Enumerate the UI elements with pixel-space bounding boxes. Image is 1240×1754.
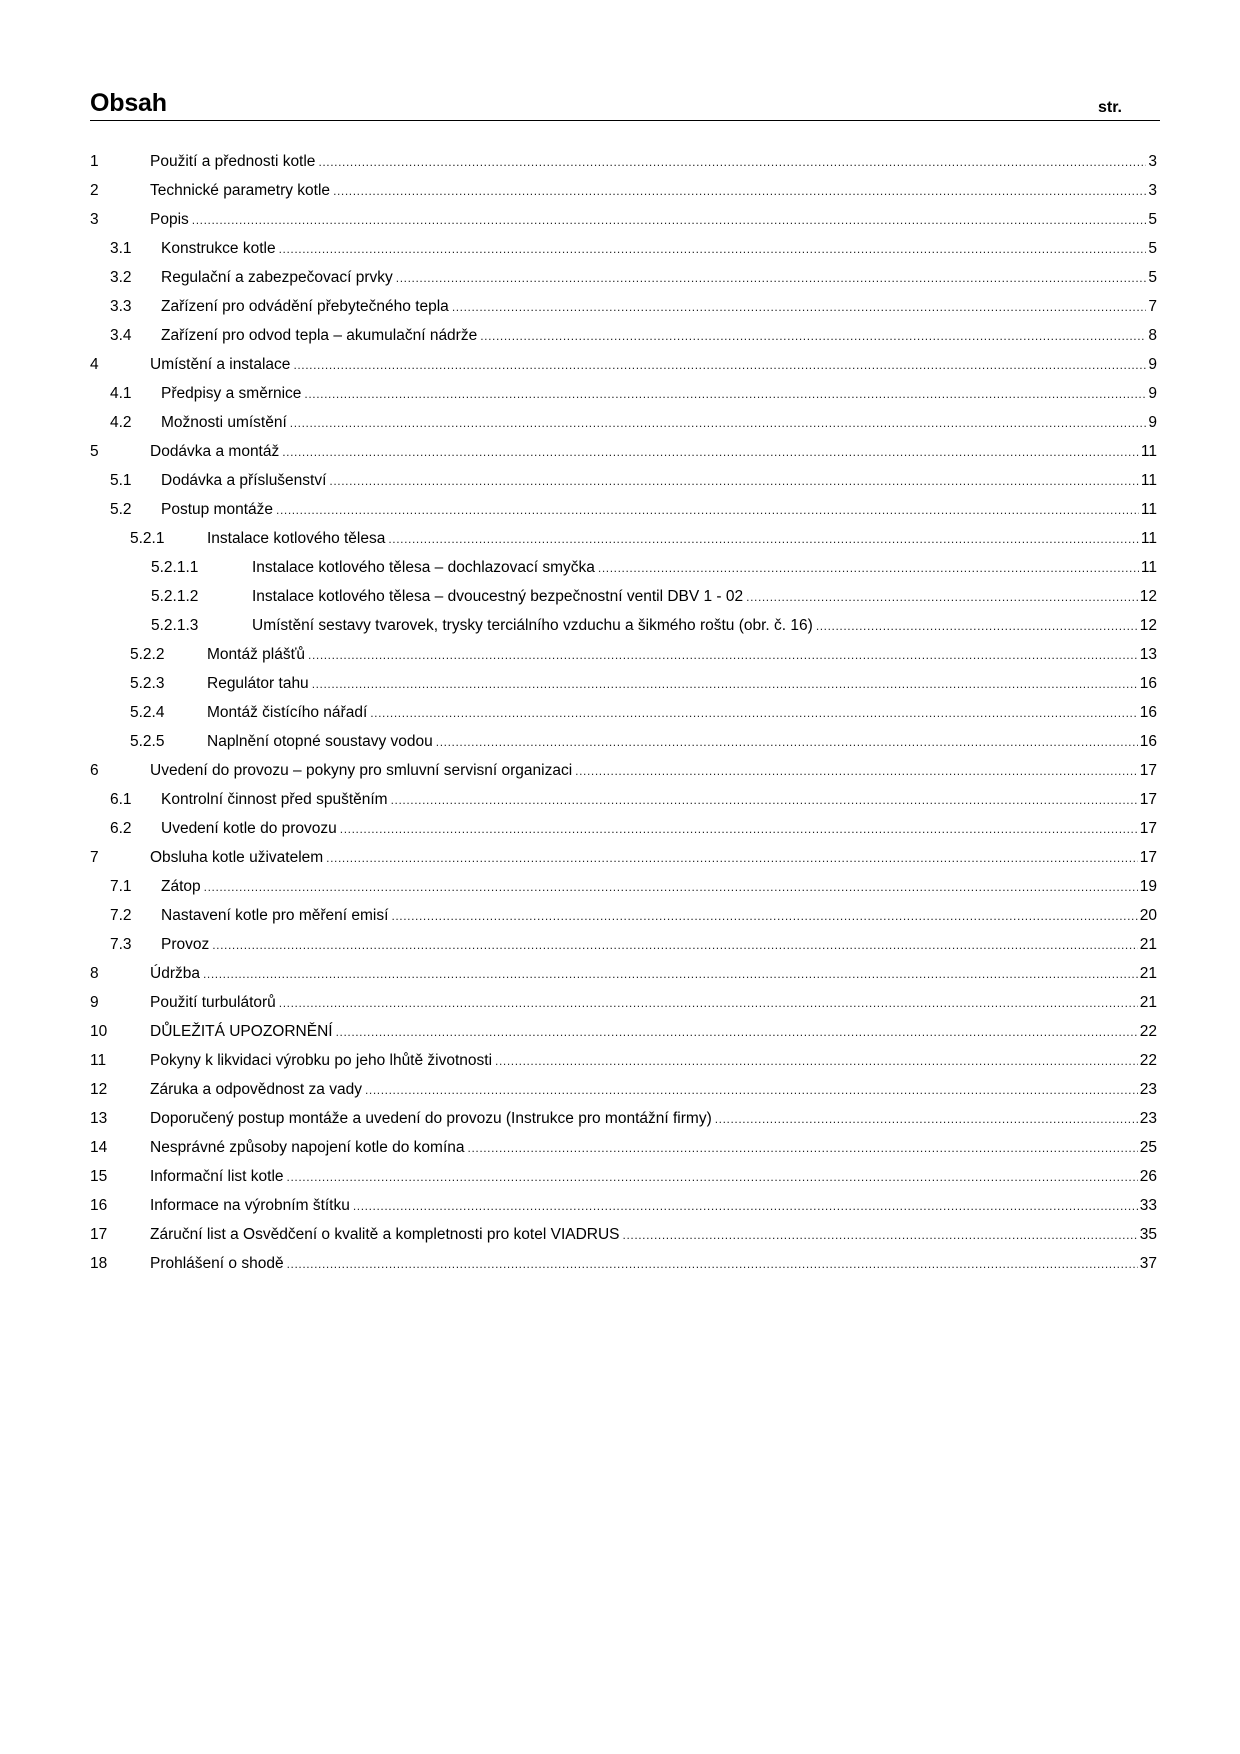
- page-title: Obsah: [90, 89, 167, 117]
- toc-entry-page[interactable]: 16: [1139, 675, 1157, 692]
- toc-entry-page[interactable]: 35: [1139, 1226, 1157, 1243]
- toc-dot-leader: [304, 380, 1146, 409]
- toc-entry-number: 5.2.1.3: [151, 617, 199, 634]
- toc-dot-leader: [436, 728, 1138, 757]
- toc-dot-leader: [329, 467, 1138, 496]
- toc-entry[interactable]: [90, 727, 1157, 756]
- toc-entry-page[interactable]: 11: [1140, 559, 1157, 576]
- toc-entry-title[interactable]: Nesprávné způsoby napojení kotle do komína: [150, 1139, 465, 1156]
- toc-entry-number: 5.2.1.2: [151, 588, 199, 605]
- toc-entry-number: 7: [90, 849, 99, 866]
- toc-entry[interactable]: [90, 1249, 1157, 1278]
- toc-entry-number: 3.4: [110, 327, 132, 344]
- toc-entry-page[interactable]: 25: [1139, 1139, 1157, 1156]
- toc-entry-title[interactable]: DŮLEŽITÁ UPOZORNĚNÍ: [150, 1023, 333, 1040]
- toc-entry-title[interactable]: Záruční list a Osvědčení o kvalitě a kompletnosti pro kotel VIADRUS: [150, 1226, 620, 1243]
- toc-dot-leader: [336, 1018, 1138, 1047]
- toc-entry-page[interactable]: 11: [1140, 530, 1157, 547]
- toc-entry-number: 5.2: [110, 501, 132, 518]
- toc-entry-page[interactable]: 17: [1139, 791, 1157, 808]
- toc-entry[interactable]: [90, 263, 1157, 292]
- toc-entry-title[interactable]: Doporučený postup montáže a uvedení do provozu (Instrukce pro montážní firmy): [150, 1110, 712, 1127]
- toc-entry-number: 5.2.2: [130, 646, 165, 663]
- toc-entry-page[interactable]: 33: [1139, 1197, 1157, 1214]
- toc-entry-page[interactable]: 11: [1140, 472, 1157, 489]
- toc-entry-page[interactable]: 23: [1139, 1110, 1157, 1127]
- toc-entry-title[interactable]: Informační list kotle: [150, 1168, 284, 1185]
- toc-entry-title[interactable]: Zařízení pro odvod tepla – akumulační nádrže: [161, 327, 478, 344]
- toc-entry[interactable]: [90, 1046, 1157, 1075]
- toc-entry-number: 13: [90, 1110, 108, 1127]
- toc-entry-title[interactable]: Informace na výrobním štítku: [150, 1197, 350, 1214]
- toc-entry-title[interactable]: Regulační a zabezpečovací prvky: [161, 269, 393, 286]
- toc-entry-title[interactable]: Instalace kotlového tělesa – dvoucestný bezpečnostní ventil DBV 1 - 02: [252, 588, 744, 605]
- toc-entry-number: 6.2: [110, 820, 132, 837]
- toc-dot-leader: [204, 873, 1138, 902]
- toc-entry-number: 2: [90, 182, 99, 199]
- toc-entry-page[interactable]: 8: [1148, 327, 1157, 344]
- table-of-contents: [90, 147, 1157, 1278]
- toc-entry-title[interactable]: Možnosti umístění: [161, 414, 287, 431]
- toc-dot-leader: [290, 409, 1147, 438]
- toc-entry[interactable]: [90, 205, 1157, 234]
- toc-entry[interactable]: [90, 1017, 1157, 1046]
- toc-entry-number: 8: [90, 965, 99, 982]
- toc-dot-leader: [365, 1076, 1138, 1105]
- toc-entry[interactable]: [90, 959, 1157, 988]
- toc-entry-number: 5.1: [110, 472, 132, 489]
- toc-dot-leader: [279, 235, 1147, 264]
- toc-entry-number: 16: [90, 1197, 108, 1214]
- toc-dot-leader: [452, 293, 1147, 322]
- toc-entry-title[interactable]: Předpisy a směrnice: [161, 385, 302, 402]
- toc-entry-page[interactable]: 21: [1139, 936, 1157, 953]
- toc-dot-leader: [598, 554, 1139, 583]
- toc-entry-page[interactable]: 7: [1148, 298, 1157, 315]
- toc-dot-leader: [816, 612, 1138, 641]
- toc-entry[interactable]: [90, 379, 1157, 408]
- toc-entry-number: 1: [90, 153, 99, 170]
- toc-dot-leader: [276, 496, 1139, 525]
- toc-entry-page[interactable]: 23: [1139, 1081, 1157, 1098]
- toc-entry[interactable]: [90, 843, 1157, 872]
- toc-entry[interactable]: [90, 495, 1157, 524]
- toc-entry-page[interactable]: 17: [1139, 762, 1157, 779]
- toc-entry-page[interactable]: 37: [1139, 1255, 1157, 1272]
- toc-entry[interactable]: [90, 698, 1157, 727]
- toc-entry[interactable]: [90, 901, 1157, 930]
- toc-entry-page[interactable]: 21: [1139, 965, 1157, 982]
- toc-entry-number: 7.2: [110, 907, 132, 924]
- toc-entry-page[interactable]: 9: [1148, 385, 1157, 402]
- toc-dot-leader: [468, 1134, 1138, 1163]
- toc-dot-leader: [370, 699, 1138, 728]
- toc-entry-number: 3.3: [110, 298, 132, 315]
- toc-entry-title[interactable]: Použití turbulátorů: [150, 994, 276, 1011]
- toc-dot-leader: [318, 148, 1146, 177]
- toc-entry-page[interactable]: 20: [1139, 907, 1157, 924]
- toc-entry-number: 4: [90, 356, 99, 373]
- toc-entry[interactable]: [90, 466, 1157, 495]
- toc-entry-page[interactable]: 17: [1139, 849, 1157, 866]
- toc-entry-number: 5.2.1.1: [151, 559, 199, 576]
- toc-entry-title[interactable]: Instalace kotlového tělesa – dochlazovací smyčka: [252, 559, 595, 576]
- toc-entry-title[interactable]: Instalace kotlového tělesa: [207, 530, 386, 547]
- toc-entry-page[interactable]: 22: [1139, 1052, 1157, 1069]
- toc-entry[interactable]: [90, 1104, 1157, 1133]
- toc-entry-number: 17: [90, 1226, 108, 1243]
- toc-entry-number: 7.3: [110, 936, 132, 953]
- page-column-label: str.: [1097, 99, 1122, 116]
- toc-entry-title[interactable]: Montáž čistícího nářadí: [207, 704, 368, 721]
- toc-entry-number: 11: [90, 1052, 107, 1069]
- toc-entry-page[interactable]: 19: [1139, 878, 1157, 895]
- toc-entry-page[interactable]: 17: [1139, 820, 1157, 837]
- toc-entry[interactable]: [90, 669, 1157, 698]
- toc-entry[interactable]: [90, 147, 1157, 176]
- toc-entry-number: 14: [90, 1139, 108, 1156]
- toc-entry-page[interactable]: 5: [1148, 269, 1157, 286]
- toc-entry-title[interactable]: Regulátor tahu: [207, 675, 309, 692]
- toc-entry[interactable]: [90, 321, 1157, 350]
- toc-dot-leader: [287, 1250, 1138, 1279]
- toc-entry-number: 3.1: [110, 240, 132, 257]
- toc-entry-title[interactable]: Obsluha kotle uživatelem: [150, 849, 324, 866]
- toc-header: [90, 86, 1160, 121]
- toc-dot-leader: [192, 206, 1147, 235]
- toc-entry[interactable]: [90, 872, 1157, 901]
- toc-entry-title[interactable]: Pokyny k likvidaci výrobku po jeho lhůtě životnosti: [150, 1052, 493, 1069]
- toc-entry[interactable]: [90, 408, 1157, 437]
- toc-entry-title[interactable]: Zátop: [161, 878, 201, 895]
- toc-entry-title[interactable]: Umístění sestavy tvarovek, trysky terciálního vzduchu a šikmého roštu (obr. č. 16): [252, 617, 813, 634]
- toc-entry-title[interactable]: Naplnění otopné soustavy vodou: [207, 733, 433, 750]
- toc-entry[interactable]: [90, 1133, 1157, 1162]
- toc-dot-leader: [279, 989, 1138, 1018]
- toc-dot-leader: [388, 525, 1139, 554]
- toc-dot-leader: [212, 931, 1138, 960]
- toc-entry-title[interactable]: Postup montáže: [161, 501, 274, 518]
- toc-entry-number: 6.1: [110, 791, 132, 808]
- toc-entry-title[interactable]: Konstrukce kotle: [161, 240, 276, 257]
- toc-entry-number: 6: [90, 762, 99, 779]
- toc-dot-leader: [746, 583, 1138, 612]
- toc-dot-leader: [308, 641, 1138, 670]
- toc-entry-number: 5.2.3: [130, 675, 165, 692]
- toc-entry-title[interactable]: Prohlášení o shodě: [150, 1255, 284, 1272]
- toc-dot-leader: [495, 1047, 1138, 1076]
- toc-entry-title[interactable]: Montáž plášťů: [207, 646, 306, 663]
- toc-entry-page[interactable]: 3: [1148, 182, 1157, 199]
- toc-entry-page[interactable]: 13: [1139, 646, 1157, 663]
- toc-entry-page[interactable]: 5: [1148, 211, 1157, 228]
- toc-dot-leader: [575, 757, 1138, 786]
- toc-entry-number: 4.2: [110, 414, 132, 431]
- toc-entry-page[interactable]: 16: [1139, 704, 1157, 721]
- toc-dot-leader: [391, 902, 1137, 931]
- toc-entry-number: 4.1: [110, 385, 132, 402]
- toc-dot-leader: [353, 1192, 1138, 1221]
- toc-dot-leader: [623, 1221, 1138, 1250]
- toc-dot-leader: [715, 1105, 1138, 1134]
- toc-entry-page[interactable]: 12: [1139, 588, 1157, 605]
- toc-entry-title[interactable]: Umístění a instalace: [150, 356, 291, 373]
- toc-entry[interactable]: [90, 640, 1157, 669]
- toc-entry[interactable]: [90, 437, 1157, 466]
- toc-dot-leader: [396, 264, 1147, 293]
- toc-entry[interactable]: [90, 814, 1157, 843]
- toc-entry[interactable]: [90, 988, 1157, 1017]
- toc-entry-title[interactable]: Provoz: [161, 936, 210, 953]
- toc-entry-title[interactable]: Dodávka a příslušenství: [161, 472, 327, 489]
- toc-entry-number: 18: [90, 1255, 108, 1272]
- toc-entry-title[interactable]: Dodávka a montáž: [150, 443, 280, 460]
- toc-dot-leader: [287, 1163, 1138, 1192]
- toc-dot-leader: [326, 844, 1138, 873]
- toc-entry-page[interactable]: 26: [1139, 1168, 1157, 1185]
- toc-entry[interactable]: [90, 1162, 1157, 1191]
- toc-entry-number: 9: [90, 994, 99, 1011]
- toc-entry-title[interactable]: Technické parametry kotle: [150, 182, 331, 199]
- toc-entry[interactable]: [90, 611, 1157, 640]
- toc-entry-page[interactable]: 3: [1148, 153, 1157, 170]
- toc-entry-title[interactable]: Údržba: [150, 965, 200, 982]
- toc-entry-title[interactable]: Záruka a odpovědnost za vady: [150, 1081, 362, 1098]
- toc-entry-number: 5: [90, 443, 99, 460]
- toc-entry[interactable]: [90, 176, 1157, 205]
- toc-entry-number: 15: [90, 1168, 108, 1185]
- toc-entry-number: 5.2.1: [130, 530, 165, 547]
- toc-entry-page[interactable]: 12: [1139, 617, 1157, 634]
- toc-entry[interactable]: [90, 756, 1157, 785]
- toc-entry-page[interactable]: 11: [1140, 443, 1157, 460]
- toc-entry-title[interactable]: Popis: [150, 211, 189, 228]
- toc-entry-title[interactable]: Zařízení pro odvádění přebytečného tepla: [161, 298, 449, 315]
- toc-dot-leader: [340, 815, 1138, 844]
- toc-entry[interactable]: [90, 350, 1157, 379]
- toc-entry[interactable]: [90, 1220, 1157, 1249]
- toc-entry[interactable]: [90, 524, 1157, 553]
- toc-entry[interactable]: [90, 785, 1157, 814]
- toc-dot-leader: [480, 322, 1146, 351]
- toc-entry-title[interactable]: Kontrolní činnost před spuštěním: [161, 791, 388, 808]
- toc-entry-number: 3.2: [110, 269, 132, 286]
- toc-entry-page[interactable]: 9: [1148, 414, 1157, 431]
- toc-entry-page[interactable]: 21: [1139, 994, 1157, 1011]
- toc-entry-page[interactable]: 9: [1148, 356, 1157, 373]
- toc-entry-title[interactable]: Nastavení kotle pro měření emisí: [161, 907, 389, 924]
- toc-entry-number: 5.2.4: [130, 704, 165, 721]
- toc-entry-title[interactable]: Uvedení kotle do provozu: [161, 820, 337, 837]
- toc-entry-page[interactable]: 5: [1148, 240, 1157, 257]
- toc-entry-page[interactable]: 11: [1140, 501, 1157, 518]
- toc-entry-number: 3: [90, 211, 99, 228]
- toc-entry[interactable]: [90, 1075, 1157, 1104]
- toc-entry-number: 10: [90, 1023, 108, 1040]
- toc-dot-leader: [282, 438, 1139, 467]
- toc-entry-number: 5.2.5: [130, 733, 165, 750]
- toc-entry-title[interactable]: Použití a přednosti kotle: [150, 153, 316, 170]
- toc-entry[interactable]: [90, 234, 1157, 263]
- toc-entry-title[interactable]: Uvedení do provozu – pokyny pro smluvní servisní organizaci: [150, 762, 573, 779]
- toc-entry-number: 7.1: [110, 878, 132, 895]
- toc-dot-leader: [333, 177, 1146, 206]
- toc-dot-leader: [203, 960, 1138, 989]
- toc-entry[interactable]: [90, 553, 1157, 582]
- toc-entry-page[interactable]: 22: [1139, 1023, 1157, 1040]
- toc-entry[interactable]: [90, 1191, 1157, 1220]
- toc-dot-leader: [391, 786, 1138, 815]
- toc-entry[interactable]: [90, 582, 1157, 611]
- toc-dot-leader: [293, 351, 1146, 380]
- toc-entry-number: 12: [90, 1081, 108, 1098]
- toc-entry[interactable]: [90, 292, 1157, 321]
- toc-dot-leader: [312, 670, 1138, 699]
- toc-entry-page[interactable]: 16: [1139, 733, 1157, 750]
- toc-entry[interactable]: [90, 930, 1157, 959]
